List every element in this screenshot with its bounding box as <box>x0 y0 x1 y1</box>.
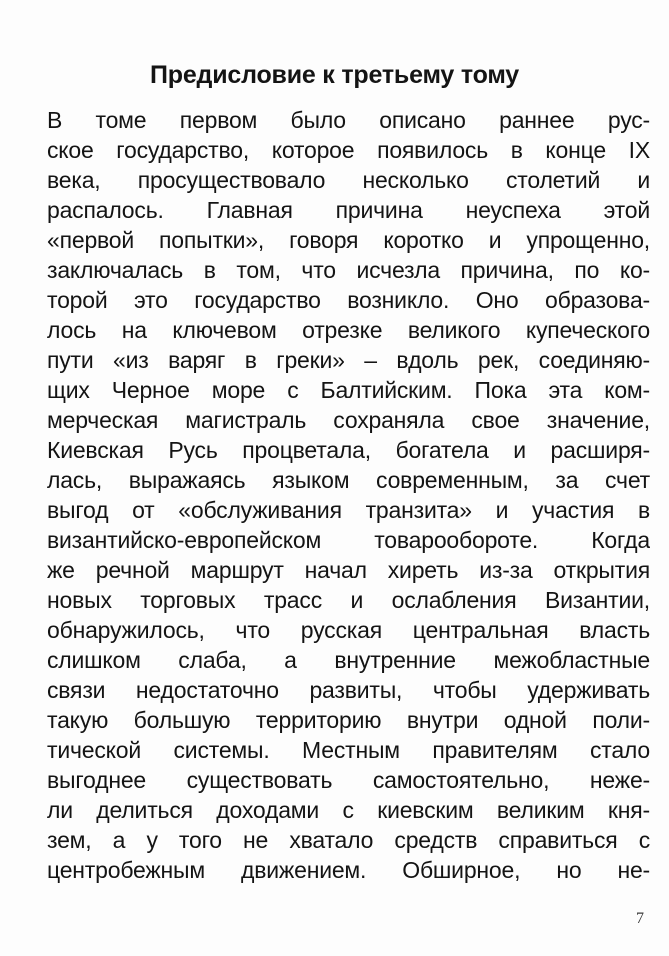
text-line: слишком слаба, а внутренние межобластные <box>47 647 650 673</box>
text-line: обнаружилось, что русская центральная власть <box>47 617 650 643</box>
text-line: распалось. Главная причина неуспеха этой <box>47 197 650 223</box>
text-line: центробежным движением. Обширное, но не- <box>47 857 650 883</box>
text-line: пути «из варяг в греки» – вдоль рек, соединяю- <box>47 347 650 373</box>
body-text <box>47 105 650 885</box>
text-line: лась, выражаясь языком современным, за счет <box>47 467 650 493</box>
text-line: выгоднее существовать самостоятельно, неже- <box>47 767 650 793</box>
text-line: века, просуществовало несколько столетий и <box>47 167 650 193</box>
text-line: «первой попытки», говоря коротко и упрощенно, <box>47 227 650 253</box>
text-line: же речной маршрут начал хиреть из-за открытия <box>47 557 650 583</box>
text-line: щих Черное море с Балтийским. Пока эта ком- <box>47 377 650 403</box>
text-line: выгод от «обслуживания транзита» и участия в <box>47 497 650 523</box>
chapter-title: Предисловие к третьему тому <box>150 61 519 89</box>
text-line: мерческая магистраль сохраняла свое значение, <box>47 407 650 433</box>
page-number: 7 <box>636 910 644 927</box>
text-line: В томе первом было описано раннее рус- <box>47 107 650 133</box>
text-line: заключалась в том, что исчезла причина, по ко- <box>47 257 650 283</box>
text-line: новых торговых трасс и ослабления Византии, <box>47 587 650 613</box>
text-line: тической системы. Местным правителям стало <box>47 737 650 763</box>
text-line: торой это государство возникло. Оно образова- <box>47 287 650 313</box>
text-line: Киевская Русь процветала, богатела и расширя- <box>47 437 650 463</box>
text-line: связи недостаточно развиты, чтобы удерживать <box>47 677 650 703</box>
text-line: ли делиться доходами с киевским великим кня- <box>47 797 650 823</box>
text-line: зем, а у того не хватало средств справиться с <box>47 827 650 853</box>
text-line: византийско-европейском товарообороте. Когда <box>47 527 650 553</box>
text-line: такую большую территорию внутри одной поли- <box>47 707 650 733</box>
text-line: ское государство, которое появилось в конце IX <box>47 137 650 163</box>
text-line: лось на ключевом отрезке великого купеческого <box>47 317 650 343</box>
